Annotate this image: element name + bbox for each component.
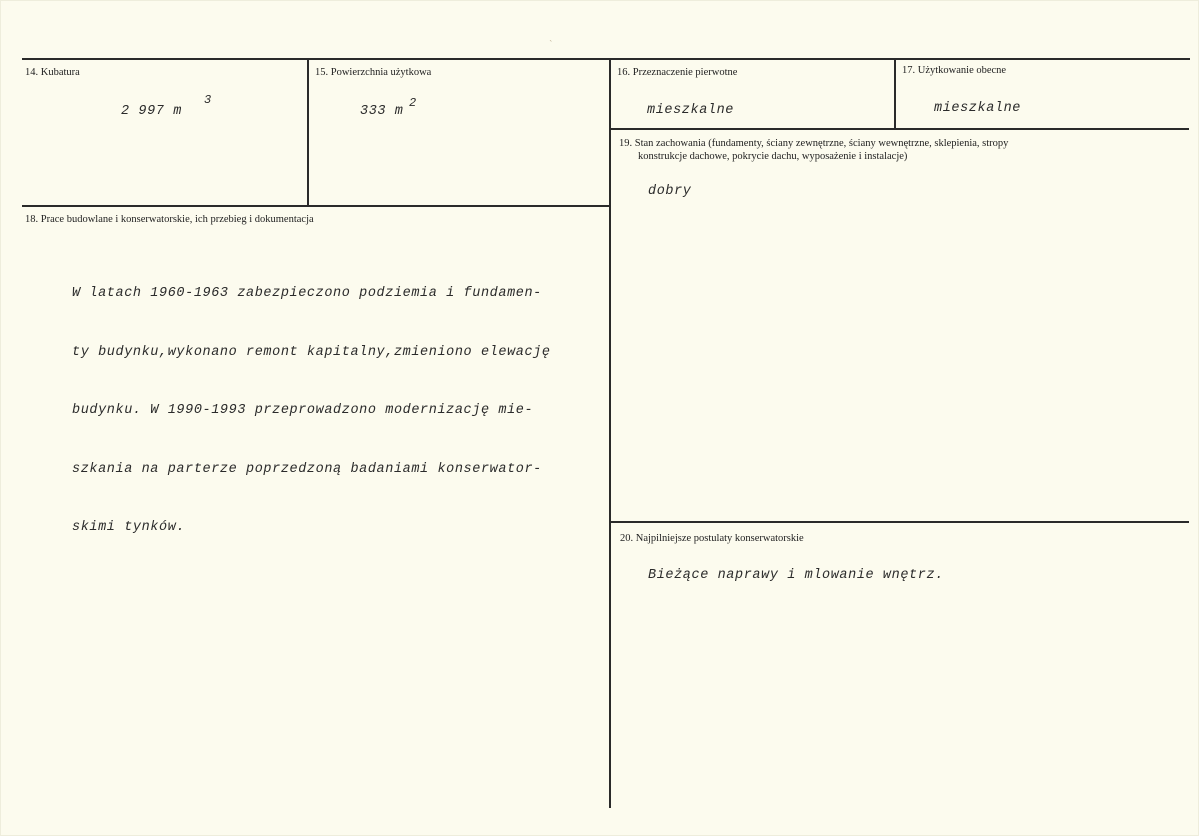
field-18-line-5: skimi tynków. [72, 520, 186, 535]
field-14-unit-sup: 3 [204, 93, 212, 107]
divider-14-15 [307, 60, 309, 206]
rule-above-20 [611, 521, 1189, 523]
field-18-line-4: szkania na parterze poprzedzoną badaniami konserwator- [72, 461, 542, 477]
field-17-value: mieszkalne [934, 101, 1022, 116]
field-16-label: 16. Przeznaczenie pierwotne [617, 67, 738, 78]
field-15-label: 15. Powierzchnia użytkowa [315, 67, 432, 78]
field-18-text [72, 245, 551, 577]
field-15-unit-sup: 2 [409, 96, 417, 110]
field-14-value: 2 997 m [121, 104, 182, 119]
field-19-label-line-2: konstrukcje dachowe, pokrycie dachu, wyposażenie i instalacje) [638, 151, 908, 162]
field-16-value: mieszkalne [647, 103, 735, 118]
paper-mark: ` [548, 40, 554, 50]
field-20-value: Bieżące naprawy i mlowanie wnętrz. [648, 568, 944, 583]
rule-under-16-17 [611, 128, 1189, 130]
field-18-line-1: W latach 1960-1963 zabezpieczono podziemia i fundamen- [72, 286, 542, 301]
field-18-line-3: budynku. W 1990-1993 przeprowadzono modernizację mie- [72, 403, 534, 418]
field-19-label-line-1: 19. Stan zachowania (fundamenty, ściany zewnętrzne, ściany wewnętrzne, sklepienia, stropy [619, 138, 1009, 149]
field-19-value: dobry [648, 184, 692, 199]
divider-16-17 [894, 60, 896, 130]
field-18-line-2: ty budynku,wykonano remont kapitalny,zmieniono elewację [72, 344, 551, 360]
field-15-value: 333 m [360, 104, 404, 119]
top-rule [22, 58, 1190, 60]
field-18-label: 18. Prace budowlane i konserwatorskie, ich przebieg i dokumentacja [25, 214, 314, 225]
field-20-label: 20. Najpilniejsze postulaty konserwatorskie [620, 533, 804, 544]
field-14-label: 14. Kubatura [25, 67, 80, 78]
rule-under-14-15 [22, 205, 611, 207]
field-17-label: 17. Użytkowanie obecne [902, 65, 1007, 76]
center-divider [609, 60, 611, 808]
